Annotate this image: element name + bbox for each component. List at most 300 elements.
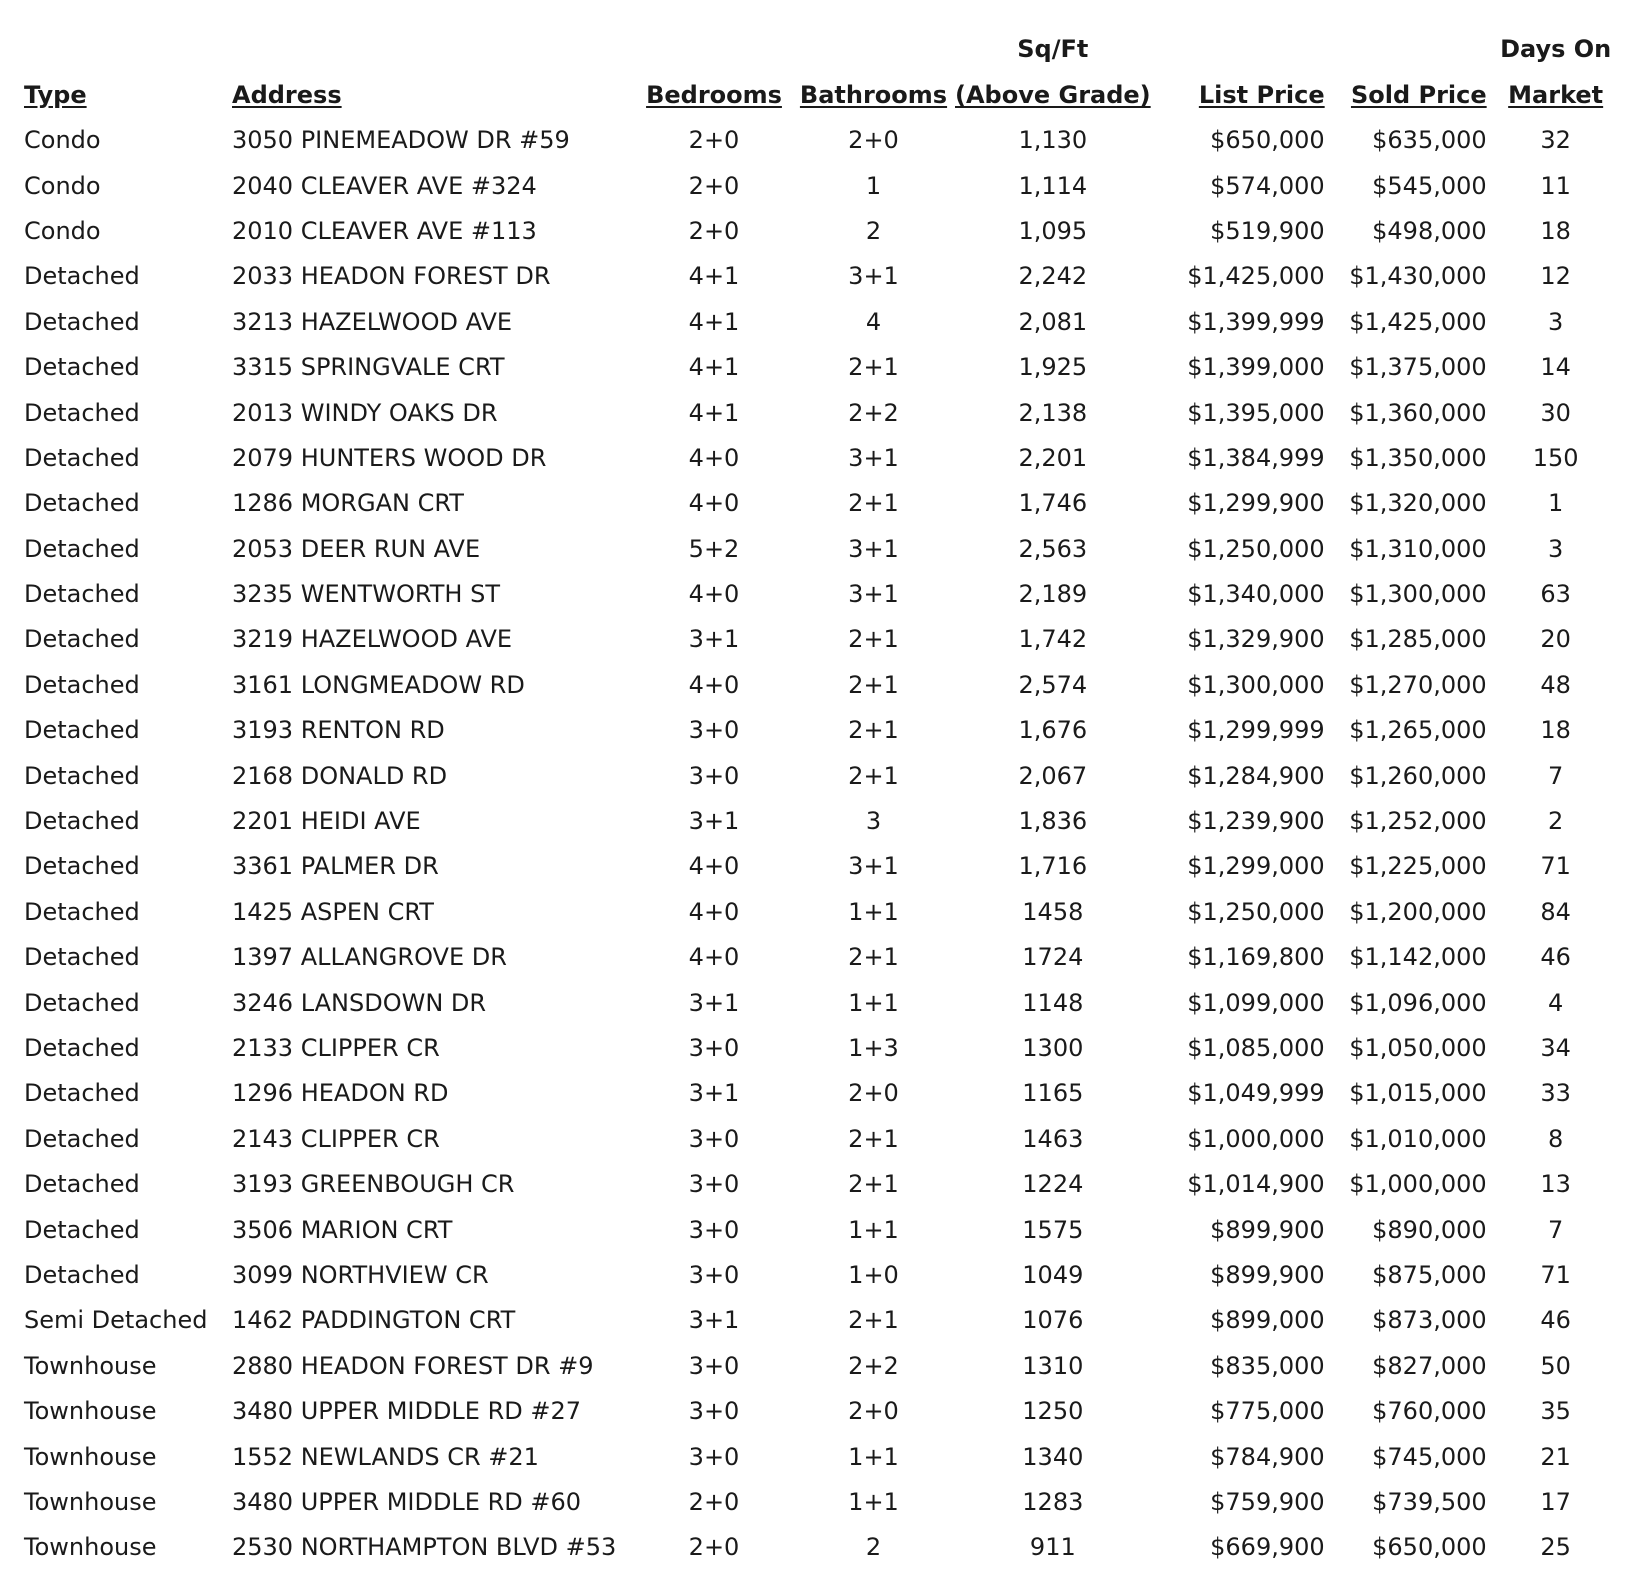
cell-address: 2530 NORTHAMPTON BLVD #53 — [232, 1533, 617, 1562]
cell-sqft: 2,081 — [1018, 307, 1088, 336]
cell-type: Detached — [24, 1260, 140, 1289]
cell-days-on-market: 150 — [1532, 443, 1579, 472]
table-row — [24, 1026, 1625, 1071]
cell-bedrooms: 3+0 — [688, 1170, 740, 1199]
header-type-label: Type — [24, 81, 87, 109]
header-bedrooms-label: Bedrooms — [646, 81, 782, 109]
cell-list-price: $1,000,000 — [1187, 1124, 1325, 1153]
cell-type: Detached — [24, 1079, 140, 1108]
cell-sold-price: $1,310,000 — [1349, 534, 1487, 563]
cell-bathrooms: 2+1 — [848, 943, 899, 972]
cell-bathrooms: 2+1 — [848, 489, 899, 518]
header-dom-top-label: Days On — [1500, 35, 1612, 63]
table-row — [24, 1117, 1625, 1162]
cell-type: Detached — [24, 761, 140, 790]
cell-list-price: $1,169,800 — [1187, 943, 1325, 972]
cell-bathrooms: 2+1 — [848, 1306, 899, 1335]
cell-sqft: 1,676 — [1018, 716, 1088, 745]
cell-address: 3246 LANSDOWN DR — [232, 988, 487, 1017]
cell-bedrooms: 3+0 — [688, 1034, 740, 1062]
cell-sold-price: $650,000 — [1372, 1533, 1487, 1562]
cell-address: 2013 WINDY OAKS DR — [232, 398, 498, 427]
cell-days-on-market: 20 — [1540, 625, 1571, 654]
cell-list-price: $1,395,000 — [1187, 398, 1325, 427]
cell-days-on-market: 34 — [1540, 1034, 1571, 1062]
cell-sqft: 1049 — [1022, 1260, 1084, 1289]
cell-list-price: $1,239,900 — [1187, 807, 1325, 836]
cell-list-price: $1,284,900 — [1187, 761, 1325, 790]
cell-list-price: $784,900 — [1210, 1442, 1325, 1471]
cell-list-price: $899,900 — [1210, 1215, 1325, 1244]
table-row — [24, 617, 1625, 662]
table-row — [24, 935, 1625, 980]
cell-bathrooms: 3 — [865, 807, 882, 836]
cell-bedrooms: 2+0 — [688, 1487, 740, 1516]
cell-address: 3506 MARION CRT — [232, 1215, 453, 1244]
cell-bedrooms: 4+0 — [688, 443, 740, 472]
cell-days-on-market: 46 — [1540, 943, 1571, 972]
cell-days-on-market: 71 — [1540, 852, 1571, 881]
cell-days-on-market: 11 — [1540, 171, 1571, 200]
table-row — [24, 527, 1625, 572]
cell-address: 3099 NORTHVIEW CR — [232, 1260, 489, 1289]
cell-type: Detached — [24, 262, 140, 291]
cell-bedrooms: 2+0 — [688, 1533, 740, 1562]
cell-type: Detached — [24, 625, 140, 654]
table-row — [24, 799, 1625, 844]
cell-sqft: 1,925 — [1018, 353, 1088, 382]
cell-sold-price: $1,260,000 — [1349, 761, 1487, 790]
cell-list-price: $1,299,000 — [1187, 852, 1325, 881]
cell-sqft: 2,574 — [1018, 670, 1088, 699]
cell-days-on-market: 35 — [1540, 1397, 1571, 1426]
cell-bedrooms: 3+1 — [688, 625, 740, 654]
cell-sqft: 1575 — [1022, 1215, 1084, 1244]
cell-bedrooms: 2+0 — [688, 171, 740, 200]
table-row — [24, 209, 1625, 254]
cell-address: 3193 GREENBOUGH CR — [232, 1170, 515, 1199]
cell-address: 1425 ASPEN CRT — [232, 897, 434, 926]
cell-bathrooms: 1 — [865, 171, 882, 200]
header-sold-price — [1325, 18, 1487, 118]
header-list-price — [1151, 18, 1325, 118]
cell-sold-price: $1,270,000 — [1349, 670, 1487, 699]
cell-sold-price: $545,000 — [1372, 171, 1487, 200]
cell-sold-price: $873,000 — [1372, 1306, 1487, 1335]
cell-days-on-market: 18 — [1540, 216, 1571, 245]
cell-sqft: 1340 — [1022, 1442, 1084, 1471]
cell-days-on-market: 14 — [1540, 353, 1571, 382]
cell-sold-price: $1,320,000 — [1349, 489, 1487, 518]
cell-list-price: $1,099,000 — [1187, 988, 1325, 1017]
cell-bathrooms: 1+1 — [848, 1215, 899, 1244]
cell-sqft: 1224 — [1022, 1170, 1084, 1199]
cell-address: 1296 HEADON RD — [232, 1079, 449, 1108]
cell-list-price: $650,000 — [1210, 126, 1325, 155]
cell-type: Detached — [24, 1170, 140, 1199]
cell-sold-price: $745,000 — [1372, 1442, 1487, 1471]
cell-list-price: $1,384,999 — [1187, 443, 1325, 472]
header-sqft — [955, 18, 1151, 118]
cell-list-price: $1,299,999 — [1187, 716, 1325, 745]
cell-sold-price: $635,000 — [1372, 126, 1487, 155]
table-row — [24, 980, 1625, 1025]
cell-list-price: $1,250,000 — [1187, 897, 1325, 926]
cell-bedrooms: 3+1 — [688, 1079, 740, 1108]
cell-list-price: $574,000 — [1210, 171, 1325, 200]
cell-type: Condo — [24, 216, 101, 245]
cell-address: 2880 HEADON FOREST DR #9 — [232, 1351, 594, 1380]
table-row — [24, 163, 1625, 208]
cell-days-on-market: 13 — [1540, 1170, 1571, 1199]
cell-days-on-market: 3 — [1548, 307, 1564, 336]
cell-sold-price: $1,015,000 — [1349, 1079, 1487, 1108]
cell-list-price: $775,000 — [1210, 1397, 1325, 1426]
cell-type: Detached — [24, 852, 140, 881]
cell-bathrooms: 2+1 — [848, 670, 899, 699]
cell-type: Detached — [24, 1124, 140, 1153]
cell-sqft: 1,114 — [1018, 171, 1088, 200]
cell-bathrooms: 1+1 — [848, 1442, 899, 1471]
cell-sqft: 1,095 — [1018, 216, 1088, 245]
cell-sold-price: $739,500 — [1372, 1487, 1487, 1516]
cell-sqft: 1463 — [1022, 1124, 1084, 1153]
cell-address: 2010 CLEAVER AVE #113 — [232, 216, 537, 245]
cell-days-on-market: 2 — [1548, 807, 1564, 836]
table-row — [24, 1207, 1625, 1252]
table-row — [24, 708, 1625, 753]
cell-list-price: $835,000 — [1210, 1351, 1325, 1380]
cell-days-on-market: 7 — [1548, 761, 1564, 790]
cell-sqft: 1300 — [1022, 1034, 1084, 1062]
cell-address: 1286 MORGAN CRT — [232, 489, 464, 518]
cell-bedrooms: 4+0 — [688, 489, 740, 518]
cell-type: Detached — [24, 398, 140, 427]
cell-bathrooms: 1+3 — [848, 1034, 899, 1062]
cell-sqft: 2,201 — [1018, 443, 1088, 472]
cell-address: 3235 WENTWORTH ST — [232, 580, 500, 609]
header-type — [24, 18, 232, 118]
cell-bedrooms: 2+0 — [688, 216, 740, 245]
cell-sold-price: $1,350,000 — [1349, 443, 1487, 472]
cell-days-on-market: 1 — [1548, 489, 1564, 518]
table-row — [24, 1480, 1625, 1525]
cell-sqft: 1,716 — [1018, 852, 1088, 881]
cell-sold-price: $1,360,000 — [1349, 398, 1487, 427]
cell-bedrooms: 3+1 — [688, 988, 740, 1017]
cell-bathrooms: 2+1 — [848, 1124, 899, 1153]
cell-address: 3480 UPPER MIDDLE RD #27 — [232, 1397, 582, 1426]
cell-type: Townhouse — [24, 1397, 157, 1426]
cell-sqft: 2,067 — [1018, 761, 1088, 790]
cell-sqft: 2,189 — [1018, 580, 1088, 609]
cell-bedrooms: 4+1 — [688, 307, 740, 336]
header-list-price-label: List Price — [1198, 81, 1325, 109]
cell-type: Detached — [24, 353, 140, 382]
cell-days-on-market: 30 — [1540, 398, 1571, 427]
cell-list-price: $899,900 — [1210, 1260, 1325, 1289]
cell-bathrooms: 2 — [865, 216, 882, 245]
header-bathrooms-label: Bathrooms — [799, 81, 948, 109]
cell-bathrooms: 2+0 — [848, 1397, 899, 1426]
cell-address: 2143 CLIPPER CR — [232, 1124, 440, 1153]
header-days-on-market — [1487, 18, 1625, 118]
cell-sqft: 1148 — [1022, 988, 1084, 1017]
cell-days-on-market: 18 — [1540, 716, 1571, 745]
cell-list-price: $1,014,900 — [1187, 1170, 1325, 1199]
cell-bathrooms: 4 — [865, 307, 882, 336]
cell-days-on-market: 4 — [1548, 988, 1564, 1017]
cell-list-price: $1,299,900 — [1187, 489, 1325, 518]
cell-days-on-market: 21 — [1540, 1442, 1571, 1471]
cell-bathrooms: 3+1 — [848, 262, 899, 291]
cell-bedrooms: 3+0 — [688, 1124, 740, 1153]
cell-bedrooms: 4+1 — [688, 262, 740, 291]
cell-address: 3315 SPRINGVALE CRT — [232, 353, 505, 382]
cell-sqft: 1310 — [1022, 1351, 1084, 1380]
header-sqft-top-label: Sq/Ft — [1017, 35, 1089, 63]
cell-sold-price: $1,252,000 — [1349, 807, 1487, 836]
cell-list-price: $1,300,000 — [1187, 670, 1325, 699]
cell-sold-price: $1,096,000 — [1349, 988, 1487, 1017]
cell-address: 1552 NEWLANDS CR #21 — [232, 1442, 539, 1471]
header-sold-price-label: Sold Price — [1350, 81, 1487, 109]
cell-list-price: $1,085,000 — [1187, 1034, 1325, 1062]
cell-address: 3480 UPPER MIDDLE RD #60 — [232, 1487, 582, 1516]
cell-sold-price: $760,000 — [1372, 1397, 1487, 1426]
cell-days-on-market: 33 — [1540, 1079, 1571, 1108]
cell-type: Detached — [24, 1034, 140, 1062]
cell-sold-price: $1,225,000 — [1349, 852, 1487, 881]
cell-type: Detached — [24, 580, 140, 609]
cell-bedrooms: 3+1 — [688, 807, 740, 836]
cell-bathrooms: 2+0 — [848, 1079, 899, 1108]
cell-type: Detached — [24, 716, 140, 745]
cell-bathrooms: 3+1 — [848, 443, 899, 472]
cell-type: Detached — [24, 670, 140, 699]
cell-bedrooms: 3+0 — [688, 1351, 740, 1380]
table-row — [24, 1525, 1625, 1570]
table-row — [24, 300, 1625, 345]
cell-list-price: $519,900 — [1210, 216, 1325, 245]
cell-type: Detached — [24, 489, 140, 518]
cell-sqft: 2,242 — [1018, 262, 1088, 291]
cell-bedrooms: 4+0 — [688, 897, 740, 926]
cell-sold-price: $1,265,000 — [1349, 716, 1487, 745]
cell-sold-price: $1,010,000 — [1349, 1124, 1487, 1153]
cell-days-on-market: 71 — [1540, 1260, 1571, 1289]
header-address-label: Address — [232, 81, 342, 109]
cell-sold-price: $1,430,000 — [1349, 262, 1487, 291]
cell-bathrooms: 1+1 — [848, 897, 899, 926]
cell-address: 2079 HUNTERS WOOD DR — [232, 443, 547, 472]
cell-type: Detached — [24, 988, 140, 1017]
cell-bathrooms: 2+0 — [848, 126, 899, 155]
cell-bedrooms: 4+1 — [688, 353, 740, 382]
cell-bedrooms: 3+0 — [688, 1260, 740, 1289]
cell-sqft: 2,563 — [1018, 534, 1088, 563]
table-row — [24, 1389, 1625, 1434]
cell-sqft: 1,836 — [1018, 807, 1088, 836]
cell-days-on-market: 17 — [1540, 1487, 1571, 1516]
cell-bedrooms: 2+0 — [688, 126, 740, 155]
cell-address: 3219 HAZELWOOD AVE — [232, 625, 513, 654]
cell-sqft: 1165 — [1022, 1079, 1084, 1108]
cell-sold-price: $1,285,000 — [1349, 625, 1487, 654]
cell-sold-price: $890,000 — [1372, 1215, 1487, 1244]
cell-days-on-market: 8 — [1548, 1124, 1564, 1153]
cell-list-price: $899,000 — [1210, 1306, 1325, 1335]
cell-type: Townhouse — [24, 1487, 157, 1516]
table-row — [24, 753, 1625, 798]
cell-address: 1462 PADDINGTON CRT — [232, 1306, 516, 1335]
table-row — [24, 390, 1625, 435]
cell-days-on-market: 25 — [1540, 1533, 1571, 1562]
cell-list-price: $1,399,999 — [1187, 307, 1325, 336]
table-header — [24, 18, 1625, 118]
cell-list-price: $669,900 — [1210, 1533, 1325, 1562]
cell-bathrooms: 3+1 — [848, 852, 899, 881]
table-row — [24, 844, 1625, 889]
header-bathrooms — [792, 18, 955, 118]
cell-bathrooms: 1+0 — [848, 1260, 899, 1289]
cell-bathrooms: 1+1 — [848, 1487, 899, 1516]
cell-address: 2168 DONALD RD — [232, 761, 448, 790]
table-row — [24, 1162, 1625, 1207]
table-row — [24, 572, 1625, 617]
cell-days-on-market: 46 — [1540, 1306, 1571, 1335]
cell-bathrooms: 2+1 — [848, 761, 899, 790]
cell-bathrooms: 2+1 — [848, 1170, 899, 1199]
cell-type: Townhouse — [24, 1351, 157, 1380]
cell-address: 3161 LONGMEADOW RD — [232, 670, 525, 699]
table-row — [24, 1344, 1625, 1389]
sold-listings-table — [24, 18, 1625, 1571]
cell-bathrooms: 3+1 — [848, 580, 899, 609]
cell-sold-price: $1,425,000 — [1349, 307, 1487, 336]
cell-type: Detached — [24, 943, 140, 972]
cell-sqft: 1458 — [1022, 897, 1084, 926]
cell-type: Condo — [24, 126, 101, 155]
cell-bedrooms: 3+1 — [688, 1306, 740, 1335]
header-dom-bottom-label: Market — [1508, 81, 1604, 109]
table-row — [24, 890, 1625, 935]
cell-sqft: 2,138 — [1018, 398, 1088, 427]
cell-sqft: 1283 — [1022, 1487, 1084, 1516]
cell-address: 3361 PALMER DR — [232, 852, 439, 881]
cell-type: Detached — [24, 443, 140, 472]
cell-bathrooms: 3+1 — [848, 534, 899, 563]
cell-list-price: $1,340,000 — [1187, 580, 1325, 609]
cell-sqft: 1076 — [1022, 1306, 1084, 1335]
cell-bedrooms: 4+0 — [688, 580, 740, 609]
table-row — [24, 254, 1625, 299]
cell-bedrooms: 3+0 — [688, 716, 740, 745]
cell-address: 3213 HAZELWOOD AVE — [232, 307, 513, 336]
cell-list-price: $1,049,999 — [1187, 1079, 1325, 1108]
cell-type: Condo — [24, 171, 101, 200]
cell-sqft: 1,746 — [1018, 489, 1088, 518]
header-sqft-bottom-label: (Above Grade) — [955, 81, 1151, 109]
cell-bathrooms: 2+1 — [848, 716, 899, 745]
cell-sold-price: $1,300,000 — [1349, 580, 1487, 609]
cell-list-price: $759,900 — [1210, 1487, 1325, 1516]
cell-type: Townhouse — [24, 1442, 157, 1471]
cell-days-on-market: 48 — [1540, 670, 1571, 699]
cell-days-on-market: 50 — [1540, 1351, 1571, 1380]
cell-sqft: 1250 — [1022, 1397, 1084, 1426]
cell-days-on-market: 3 — [1548, 534, 1564, 563]
cell-days-on-market: 32 — [1540, 126, 1571, 155]
cell-bedrooms: 3+0 — [688, 1442, 740, 1471]
cell-bedrooms: 4+1 — [688, 398, 740, 427]
header-bedrooms — [636, 18, 792, 118]
cell-bedrooms: 4+0 — [688, 852, 740, 881]
cell-address: 2133 CLIPPER CR — [232, 1034, 440, 1062]
cell-address: 2033 HEADON FOREST DR — [232, 262, 551, 291]
header-address — [232, 18, 636, 118]
cell-bathrooms: 2+2 — [848, 1351, 899, 1380]
cell-address: 2053 DEER RUN AVE — [232, 534, 481, 563]
cell-list-price: $1,329,900 — [1187, 625, 1325, 654]
cell-sqft: 1724 — [1022, 943, 1084, 972]
table-row — [24, 436, 1625, 481]
cell-address: 2201 HEIDI AVE — [232, 807, 421, 836]
table-row — [24, 1071, 1625, 1116]
cell-bathrooms: 2 — [865, 1533, 882, 1562]
table-row — [24, 1434, 1625, 1479]
cell-list-price: $1,425,000 — [1187, 262, 1325, 291]
cell-list-price: $1,399,000 — [1187, 353, 1325, 382]
cell-address: 1397 ALLANGROVE DR — [232, 943, 507, 972]
cell-sold-price: $498,000 — [1372, 216, 1487, 245]
cell-bedrooms: 3+0 — [688, 761, 740, 790]
cell-days-on-market: 63 — [1540, 580, 1571, 609]
cell-sqft: 1,130 — [1018, 126, 1088, 155]
cell-sold-price: $827,000 — [1372, 1351, 1487, 1380]
cell-sold-price: $1,000,000 — [1349, 1170, 1487, 1199]
header-row — [24, 18, 1625, 118]
cell-days-on-market: 7 — [1548, 1215, 1564, 1244]
cell-type: Detached — [24, 897, 140, 926]
cell-list-price: $1,250,000 — [1187, 534, 1325, 563]
cell-bedrooms: 4+0 — [688, 943, 740, 972]
cell-bedrooms: 3+0 — [688, 1397, 740, 1426]
cell-days-on-market: 84 — [1540, 897, 1571, 926]
cell-address: 3050 PINEMEADOW DR #59 — [232, 126, 570, 155]
cell-days-on-market: 12 — [1540, 262, 1571, 291]
cell-sold-price: $1,142,000 — [1349, 943, 1487, 972]
table-row — [24, 345, 1625, 390]
cell-bathrooms: 2+1 — [848, 353, 899, 382]
cell-sold-price: $1,375,000 — [1349, 353, 1487, 382]
cell-type: Detached — [24, 534, 140, 563]
cell-sold-price: $875,000 — [1372, 1260, 1487, 1289]
table-row — [24, 1298, 1625, 1343]
cell-address: 2040 CLEAVER AVE #324 — [232, 171, 537, 200]
cell-type: Detached — [24, 307, 140, 336]
cell-address: 3193 RENTON RD — [232, 716, 445, 745]
cell-sold-price: $1,200,000 — [1349, 897, 1487, 926]
cell-bathrooms: 1+1 — [848, 988, 899, 1017]
cell-type: Townhouse — [24, 1533, 157, 1562]
cell-type: Detached — [24, 1215, 140, 1244]
cell-bedrooms: 4+0 — [688, 670, 740, 699]
table-row — [24, 118, 1625, 163]
cell-bathrooms: 2+2 — [848, 398, 899, 427]
cell-sqft: 1,742 — [1018, 625, 1088, 654]
cell-bathrooms: 2+1 — [848, 625, 899, 654]
